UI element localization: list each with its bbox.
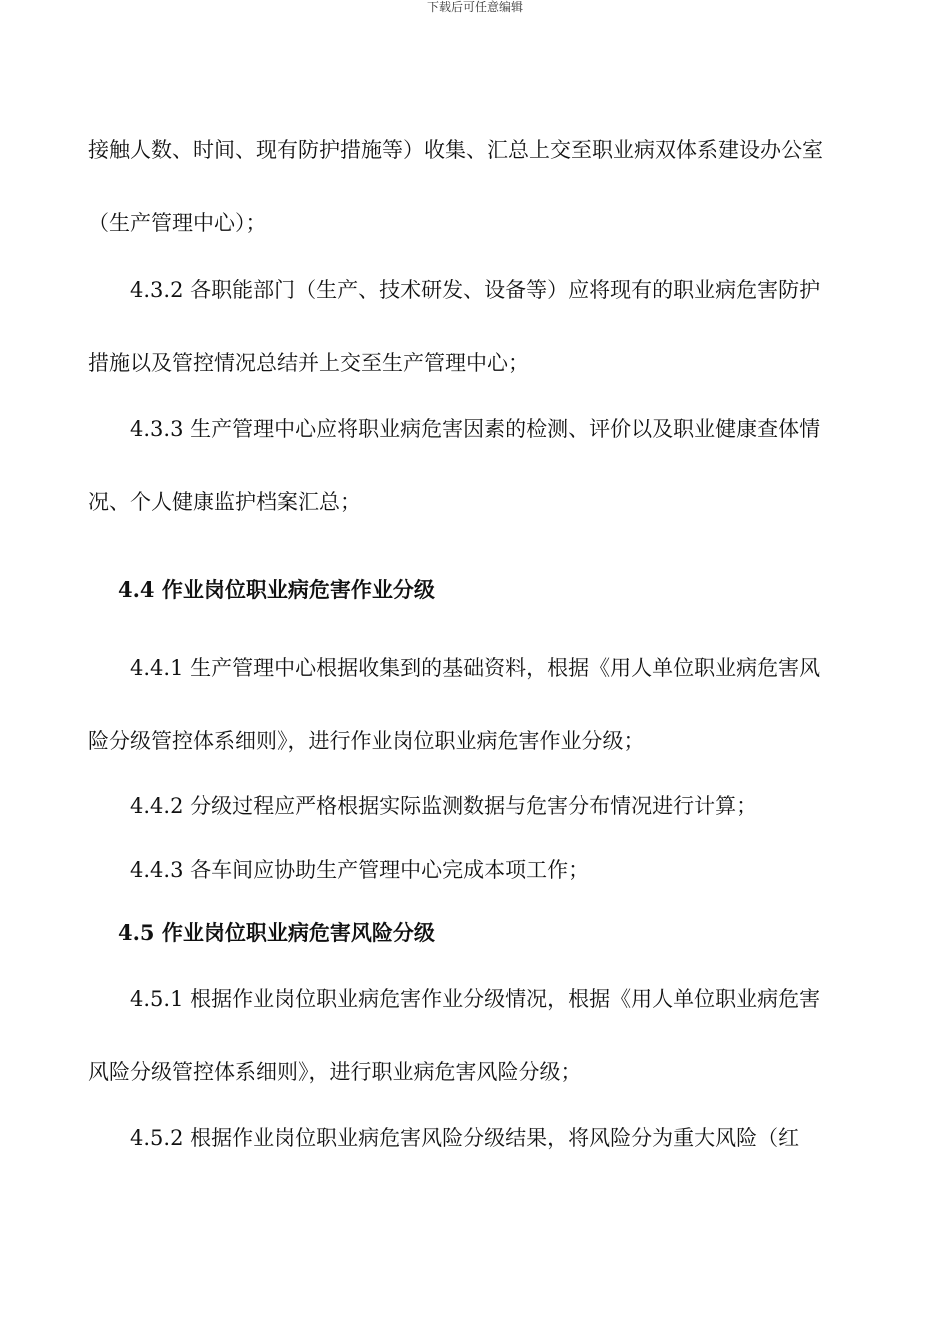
body-line: 况、个人健康监护档案汇总；	[88, 490, 361, 514]
section-heading: 4.4 作业岗位职业病危害作业分级	[118, 577, 435, 602]
section-heading: 4.5 作业岗位职业病危害风险分级	[118, 920, 435, 945]
body-line: 4.3.3 生产管理中心应将职业病危害因素的检测、评价以及职业健康查体情	[130, 417, 821, 441]
body-line: 4.4.1 生产管理中心根据收集到的基础资料，根据《用人单位职业病危害风	[130, 656, 821, 680]
body-line: 风险分级管控体系细则》，进行职业病危害风险分级；	[88, 1060, 582, 1084]
body-line: 接触人数、时间、现有防护措施等）收集、汇总上交至职业病双体系建设办公室	[88, 138, 823, 162]
body-line: 4.5.2 根据作业岗位职业病危害风险分级结果，将风险分为重大风险（红	[130, 1126, 800, 1150]
body-line: 4.3.2 各职能部门（生产、技术研发、设备等）应将现有的职业病危害防护	[130, 278, 821, 302]
body-line: 4.4.3 各车间应协助生产管理中心完成本项工作；	[130, 858, 590, 882]
body-line: 4.5.1 根据作业岗位职业病危害作业分级情况，根据《用人单位职业病危害	[130, 987, 821, 1011]
body-line: 险分级管控体系细则》，进行作业岗位职业病危害作业分级；	[88, 729, 645, 753]
body-line: 措施以及管控情况总结并上交至生产管理中心；	[88, 351, 529, 375]
body-line: （生产管理中心）；	[88, 211, 267, 235]
page-header: 下载后可任意编辑	[426, 0, 523, 14]
body-line: 4.4.2 分级过程应严格根据实际监测数据与危害分布情况进行计算；	[130, 794, 758, 818]
